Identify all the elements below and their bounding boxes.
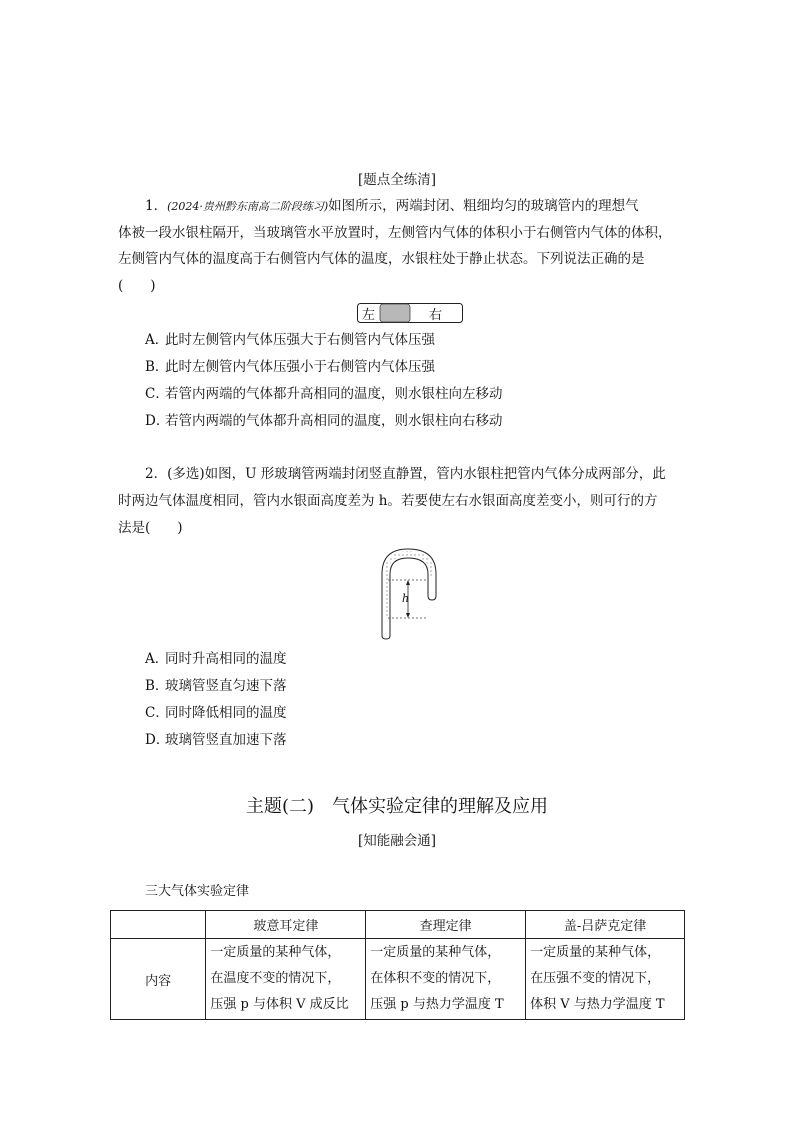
q2-text-1: (多选)如图，U 形玻璃管两端封闭竖直静置，管内水银柱把管内气体分成两部分，此 [167,466,666,482]
option-letter: B． [145,678,169,694]
q1-line3: 左侧管内气体的温度高于右侧管内气体的温度，水银柱处于静止状态。下列说法正确的是 [118,251,645,267]
option-text: 若管内两端的气体都升高相同的温度，则水银柱向左移动 [165,386,503,402]
q2-line1 [145,465,666,483]
tube-right-label: 右 [429,308,443,323]
option-text: 玻璃管竖直加速下落 [165,732,287,748]
u-tube-figure [378,546,448,640]
q2-option-b[interactable] [145,677,287,695]
gas-laws-table [110,910,685,1020]
topic-title: 主题(二) 气体实验定律的理解及应用 [245,796,549,817]
option-letter: C． [145,386,169,402]
u-tube-svg [378,546,448,640]
cell-line: 一定质量的某种气体， [370,945,501,960]
table-header-empty [111,911,206,939]
table-row-label: 内容 [111,939,206,1020]
q1-line4: ( ) [118,278,156,294]
q1-line2: 体被一段水银柱隔开，当玻璃管水平放置时，左侧管内气体的体积小于右侧管内气体的体积， [118,225,672,241]
table-header-gay-lussac: 盖-吕萨克定律 [526,911,685,939]
q2-line3: 法是( ) [118,520,183,536]
cell-line: 压强 p 与热力学温度 T [370,997,504,1012]
q1-option-c[interactable] [145,385,503,403]
q1-source: (2024·贵州黔东南高二阶段练习) [167,200,329,213]
q2-line2: 时两边气体温度相同，管内水银面高度差为 h。若要使左右水银面高度差变小，则可行的方 [118,493,658,509]
q1-option-b[interactable] [145,358,435,376]
option-letter: A． [145,651,169,667]
h-label: h [402,592,410,605]
mercury-column [380,304,410,322]
option-letter: D． [145,732,170,748]
cell-line: 在温度不变的情况下， [210,971,341,986]
option-text: 此时左侧管内气体压强小于右侧管内气体压强 [165,359,435,375]
table-cell-gay-lussac [526,939,685,1020]
table-header-row [111,911,685,939]
q2-option-d[interactable] [145,731,287,749]
section-heading: [题点全练清] [357,172,437,188]
topic-subheading: [知能融会通] [357,833,437,849]
cell-line: 在压强不变的情况下， [530,971,661,986]
table-header-boyle: 玻意耳定律 [206,911,366,939]
q1-option-d[interactable] [145,412,503,430]
option-letter: D． [145,413,170,429]
option-text: 玻璃管竖直匀速下落 [165,678,287,694]
q2-option-a[interactable] [145,650,287,668]
tube-left-label: 左 [362,308,376,323]
cell-line: 在体积不变的情况下， [370,971,501,986]
table-caption: 三大气体实验定律 [145,884,250,899]
q1-number: 1． [145,198,168,214]
q1-text-1: 如图所示，两端封闭、粗细均匀的玻璃管内的理想气 [328,198,639,214]
option-letter: B． [145,359,169,375]
table-cell-boyle [206,939,366,1020]
option-text: 此时左侧管内气体压强大于右侧管内气体压强 [165,332,435,348]
option-text: 若管内两端的气体都升高相同的温度，则水银柱向右移动 [165,413,503,429]
option-text: 同时降低相同的温度 [165,705,287,721]
q2-number: 2． [145,466,168,482]
cell-line: 体积 V 与热力学温度 T [530,997,665,1012]
horizontal-tube-figure [357,303,463,323]
option-letter: A． [145,332,169,348]
option-letter: C． [145,705,169,721]
q2-option-c[interactable] [145,704,287,722]
table-row [111,939,685,1020]
table-cell-charles [366,939,526,1020]
cell-line: 一定质量的某种气体， [210,945,341,960]
cell-line: 压强 p 与体积 V 成反比 [210,997,349,1012]
q1-line1 [145,197,639,216]
q1-option-a[interactable] [145,331,435,349]
option-text: 同时升高相同的温度 [165,651,287,667]
cell-line: 一定质量的某种气体， [530,945,661,960]
table-header-charles: 查理定律 [366,911,526,939]
